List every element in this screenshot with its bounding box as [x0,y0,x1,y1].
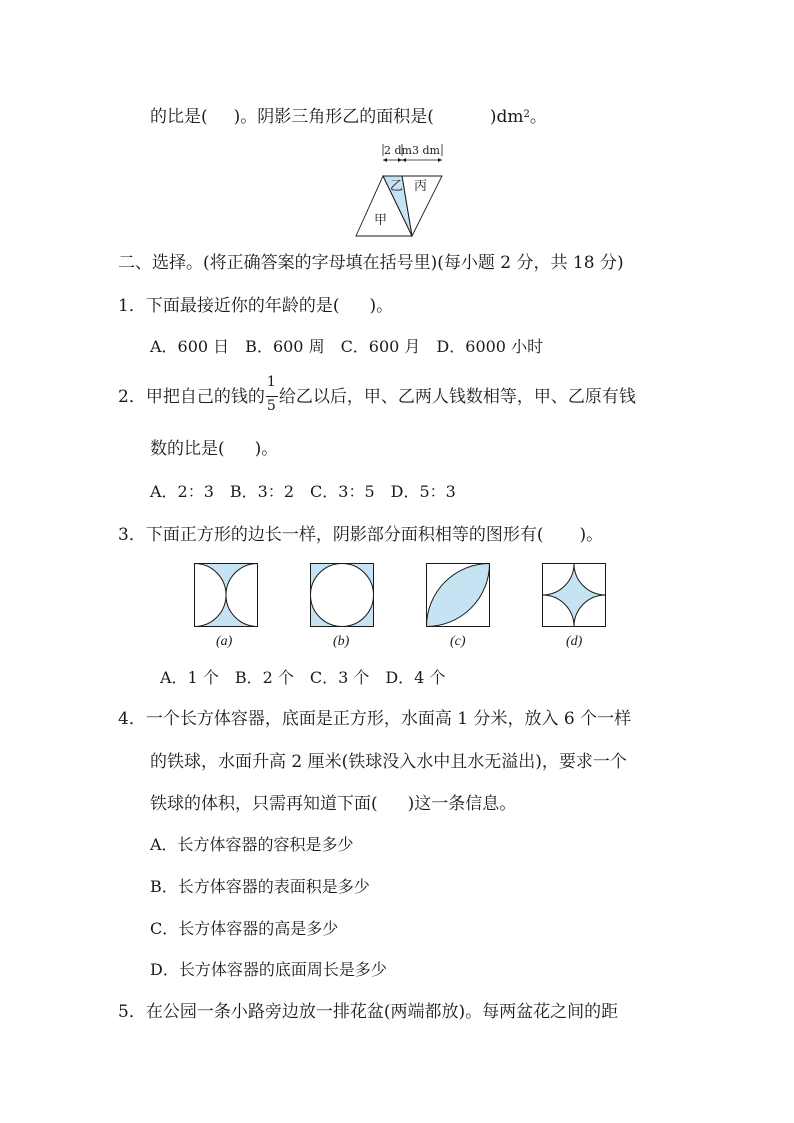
question-4-option-a: A．长方体容器的容积是多少 [150,835,354,854]
question-text: 下面正方形的边长一样，阴影部分面积相等的图形有( [145,525,544,545]
fraction-numerator: 1 [266,373,276,390]
figure-b [310,563,374,627]
text: )dm [489,107,524,127]
text: )。 [369,296,394,316]
question-3-options: A．1 个 B．2 个 C．3 个 D．4 个 [160,668,446,687]
text: )。阴影三角形乙的面积是( [233,107,434,127]
fraction-denominator: 5 [266,397,276,414]
question-3 [118,524,603,546]
label-jia: 甲 [374,213,388,228]
question-number: 4． [118,709,146,729]
text: 。 [529,107,547,127]
superscript: 2 [523,109,530,120]
question-number: 5． [118,1002,146,1022]
section-heading: 二、选择。(将正确答案的字母填在括号里)(每小题 2 分，共 18 分) [118,253,624,273]
figure-d-label: (d) [566,634,583,649]
question-text: 一个长方体容器，底面是正方形，水面高 1 分米，放入 6 个一样 [145,709,632,729]
question-text: 数的比是( [150,439,225,459]
fraction-bar [266,396,278,397]
figure-c-label: (c) [450,634,466,649]
question-2 [118,373,636,414]
dim-label-left: 2 dm [384,144,412,157]
figure-a-label: (a) [216,634,233,649]
question-4-line3 [150,793,516,815]
question-4-line2: 的铁球，水面升高 2 厘米(铁球没入水中且水无溢出)，要求一个 [150,752,627,772]
text: 的比是( [150,107,208,127]
label-yi: 乙 [390,179,404,194]
question-4-option-c: C．长方体容器的高是多少 [150,919,339,938]
dim-label-right: 3 dm [412,144,440,157]
question-text: 在公园一条小路旁边放一排花盆(两端都放)。每两盆花之间的距 [145,1002,619,1022]
question-2-cont [150,438,278,460]
figure-a [194,563,258,627]
question-4-option-d: D．长方体容器的底面周长是多少 [150,960,387,979]
question-1-options: A．600 日 B．600 周 C．600 月 D．6000 小时 [150,337,544,356]
question-1 [118,295,393,317]
text: )。 [254,439,279,459]
question-2-options: A．2：3 B．3：2 C．3：5 D．5：3 [150,482,456,501]
question-text: 给乙以后，甲、乙两人钱数相等，甲、乙原有钱 [278,387,636,407]
text: )。 [579,525,604,545]
question-4 [118,708,631,730]
question-number: 2． [118,387,146,407]
figure-c [426,563,490,627]
question-text: 铁球的体积，只需再知道下面( [150,794,378,814]
label-bing: 丙 [414,179,428,194]
question-text: 甲把自己的钱的 [145,387,265,407]
figure-b-label: (b) [333,634,350,649]
question-5 [118,1001,618,1023]
figure-d [542,563,606,627]
question-continuation [150,106,547,128]
question-4-option-b: B．长方体容器的表面积是多少 [150,877,370,896]
question-number: 1． [118,296,146,316]
question-text: 下面最接近你的年龄的是( [145,296,340,316]
fraction [266,373,278,414]
question-text: )这一条信息。 [407,794,517,814]
question-number: 3． [118,525,146,545]
